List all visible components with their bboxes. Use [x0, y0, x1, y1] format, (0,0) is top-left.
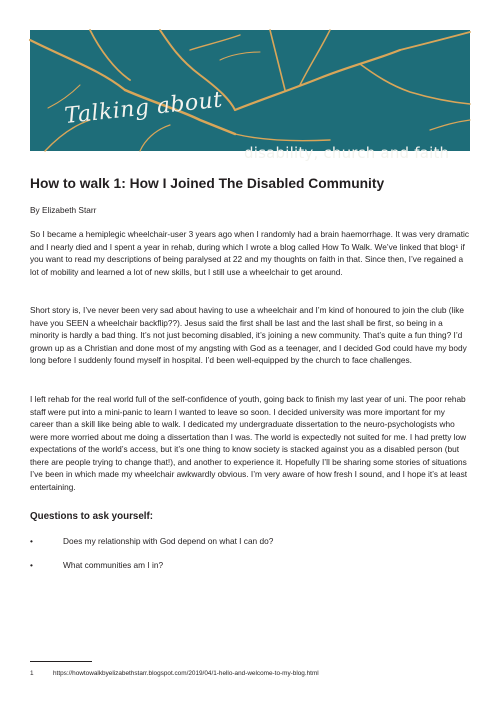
list-item [30, 559, 470, 583]
body-paragraph: So I became a hemiplegic wheelchair-user 3 years ago when I randomly had a brain haemorrhage. It was very dramatic and I nearly died and I spent a year in rehab, during which I wrote a blog called How To Walk. We’ve linked that blog¹ if you want to read my descriptions of being paralysed at 22 and my thoughts on faith in that. Since then, I’ve regained a lot of mobility and learned a lot of new skills, but I still use a wheelchair to get around. [30, 229, 470, 277]
footnote-divider [30, 661, 92, 662]
bullet-icon: • [30, 560, 33, 570]
banner-tagline: disability, church and faith [244, 144, 450, 162]
question-text: Does my relationship with God depend on what I can do? [63, 536, 274, 546]
question-text: What communities am I in? [63, 560, 164, 570]
questions-heading: Questions to ask yourself: [30, 511, 154, 522]
body-paragraph: I left rehab for the real world full of the self-confidence of youth, going back to finish my last year of uni. The poor rehab staff were put into a mini-panic to learn I wanted to leave so soon. I decided university was more important for my career than a skill like being able to walk. I dedicated my undergraduate dissertation to the neuro-psychologists who were more worried about me doing a dissertation than I was. The world is expectedly not suited for me. I had pretty low expectations of the world’s access, but it’s one thing to know society is stacked against you as a disabled person (but there are people trying to change that!), and another to experience it. Hopefully I’ll be sharing some stories of situations I’ve been in which made my wheelchair awkwardly obvious. I’m very aware of how fresh I sound, and I hope it’s at least entertaining. [30, 394, 468, 492]
article-title: How to walk 1: How I Joined The Disabled Community [30, 176, 385, 191]
header-banner [30, 30, 470, 162]
footnote-link[interactable]: https://howtowalkbyelizabethstarr.blogspot.com/2019/04/1-hello-and-welcome-to-my-blog.html [53, 670, 319, 677]
golden-branches-illustration [30, 30, 470, 151]
bullet-icon: • [30, 536, 33, 546]
footnote [30, 670, 319, 677]
questions-list [30, 535, 470, 583]
banner-script-title: Talking about [63, 87, 224, 129]
author-byline: By Elizabeth Starr [30, 205, 97, 215]
footnote-number: 1 [30, 670, 34, 677]
list-item [30, 535, 470, 559]
body-paragraph: Short story is, I’ve never been very sad about having to use a wheelchair and I’m kind of honoured to join the club (like have you SEEN a wheelchair backflip??). Jesus said the first shall be last and the last shall be first, so being in a minority is hardly a bad thing. It’s not just becoming disabled, it’s joining a new community. That’s quite a fun thing? I’d grown up as a Christian and done most of my angsting with God as a teenager, and I decided God could have my body long before I suddenly found myself in hospital. I’d been well-equipped by the church to face challenges. [30, 305, 467, 365]
